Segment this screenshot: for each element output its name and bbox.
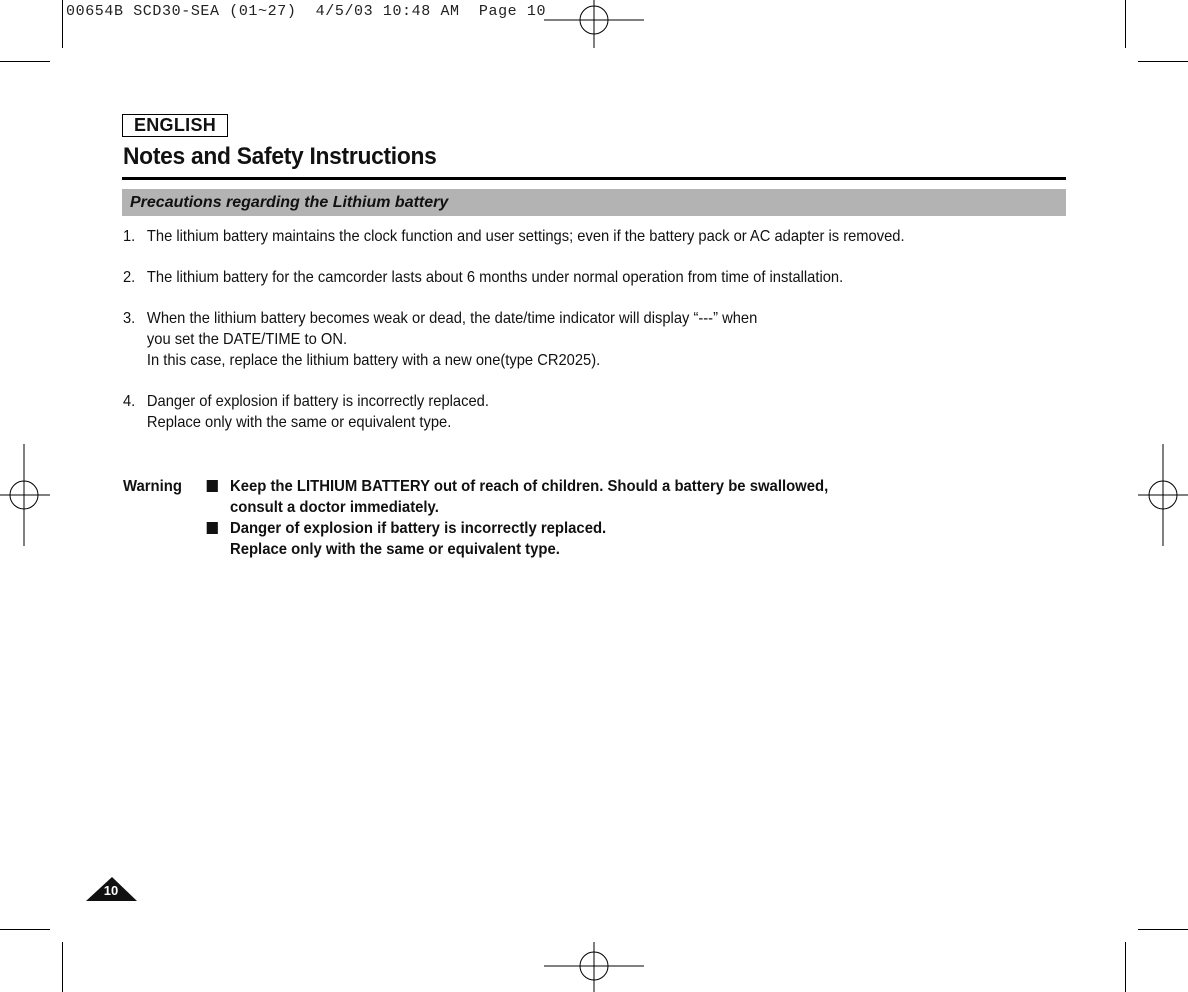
- crop-mark-bottom-right-v: [1125, 942, 1126, 992]
- crop-mark-top-right-v: [1125, 0, 1126, 48]
- list-item: [123, 308, 969, 371]
- crop-mark-top-left-v: [62, 0, 63, 48]
- page-title: Notes and Safety Instructions: [123, 143, 437, 170]
- crop-mark-bottom-right-h: [1138, 929, 1188, 930]
- registration-mark-right: [1138, 444, 1188, 546]
- list-item: [123, 391, 969, 433]
- language-badge: ENGLISH: [122, 114, 228, 137]
- item-text: The lithium battery for the camcorder lasts about 6 months under normal operation from time of installation.: [146, 269, 844, 286]
- item-text: Danger of explosion if battery is incorrectly replaced.: [146, 393, 489, 410]
- item-number: 4.: [123, 393, 136, 410]
- registration-mark-left: [0, 444, 50, 546]
- warning-bullet: [123, 518, 960, 560]
- warning-block: [123, 476, 960, 560]
- item-number: 3.: [123, 310, 136, 327]
- warning-text: Keep the LITHIUM BATTERY out of reach of children. Should a battery be swallowed,: [229, 478, 829, 495]
- warning-bullet: [123, 476, 960, 518]
- item-number: 2.: [123, 269, 136, 286]
- crop-mark-bottom-left-v: [62, 942, 63, 992]
- crop-mark-top-left-h: [0, 61, 50, 62]
- warning-text: consult a doctor immediately.: [229, 499, 439, 516]
- item-text: Replace only with the same or equivalent type.: [146, 414, 452, 431]
- section-heading-bar: [122, 189, 1066, 216]
- item-text: you set the DATE/TIME to ON.: [146, 331, 348, 348]
- crop-mark-bottom-left-h: [0, 929, 50, 930]
- registration-mark-top: [544, 0, 644, 48]
- item-text: The lithium battery maintains the clock function and user settings; even if the battery pack or AC adapter is removed.: [146, 228, 905, 245]
- square-bullet-icon: [207, 522, 218, 534]
- crop-mark-top-right-h: [1138, 61, 1188, 62]
- print-slug: 00654B SCD30-SEA (01~27) 4/5/03 10:48 AM Page 10: [66, 3, 547, 20]
- warning-label: Warning: [123, 478, 182, 495]
- square-bullet-icon: [207, 480, 218, 492]
- warning-text: Replace only with the same or equivalent type.: [229, 541, 560, 558]
- list-item: [123, 226, 969, 247]
- registration-mark-bottom: [544, 942, 644, 992]
- item-number: 1.: [123, 228, 136, 245]
- item-text: When the lithium battery becomes weak or dead, the date/time indicator will display “---” when: [146, 310, 758, 327]
- item-text: In this case, replace the lithium battery with a new one(type CR2025).: [146, 352, 601, 369]
- precautions-list: [123, 226, 969, 453]
- list-item: [123, 267, 969, 288]
- section-heading: Precautions regarding the Lithium battery: [130, 194, 449, 211]
- title-underline: [122, 177, 1066, 180]
- warning-text: Danger of explosion if battery is incorrectly replaced.: [229, 520, 607, 537]
- page-number: 10: [103, 883, 119, 898]
